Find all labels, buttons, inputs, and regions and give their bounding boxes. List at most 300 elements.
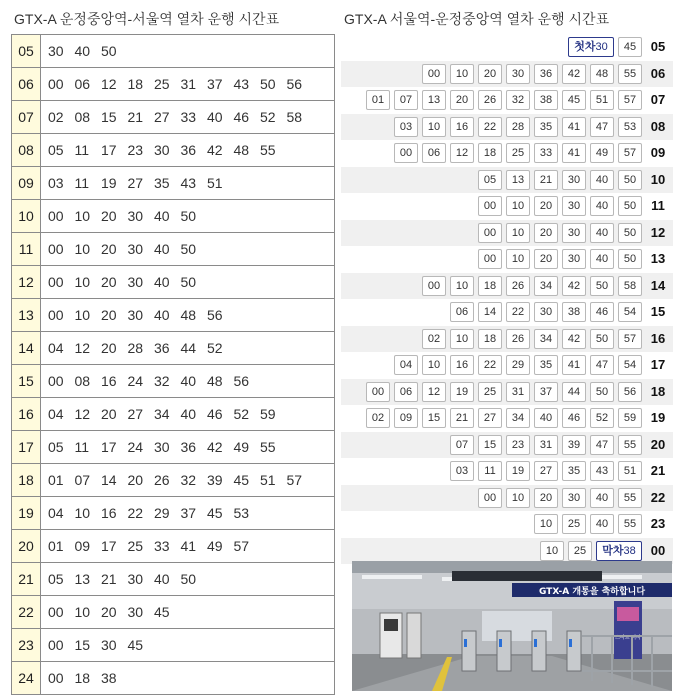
minutes-list [450,435,642,455]
departure-minute: 40 [154,571,170,587]
departure-minute: 25 [506,143,530,163]
departure-minute: 12 [422,382,446,402]
departure-minute: 40 [534,408,558,428]
departure-minute: 10 [540,541,564,561]
hour-label: 15 [650,304,666,319]
hour-label: 24 [12,662,41,694]
departure-minute: 40 [154,274,170,290]
departure-minute: 50 [618,223,642,243]
minutes-list [394,355,642,375]
departure-minute: 00 [48,76,64,92]
departure-minute: 07 [394,90,418,110]
departure-minute: 30 [562,196,586,216]
departure-minute: 30 [154,439,170,455]
departure-minute: 40 [154,307,170,323]
departure-minute: 10 [74,274,91,290]
departure-minute: 30 [562,249,586,269]
right-timetable-title: GTX-A 서울역-운정중앙역 열차 운행 시간표 [344,11,610,27]
minutes-list [48,134,287,166]
departure-minute: 35 [154,175,170,191]
departure-minute: 05 [478,170,502,190]
departure-minute: 56 [207,307,223,323]
departure-minute: 02 [48,109,64,125]
right-row-18 [341,379,673,406]
departure-minute: 13 [506,170,530,190]
departure-minute: 27 [478,408,502,428]
departure-minute: 30 [127,604,144,620]
departure-minute: 37 [207,76,223,92]
departure-minute: 40 [590,196,614,216]
right-row-12 [341,220,673,247]
departure-minute: 22 [478,117,502,137]
departure-minute: 30 [101,637,117,653]
hour-label: 22 [650,489,666,505]
departure-minute: 17 [101,142,117,158]
departure-minute: 14 [101,472,117,488]
departure-minute: 50 [590,382,614,402]
departure-minute: 15 [422,408,446,428]
departure-minute: 26 [478,90,502,110]
departure-minute: 16 [450,117,474,137]
departure-minute: 00 [478,196,502,216]
hour-label: 05 [650,39,666,54]
left-row-06 [12,68,334,101]
departure-minute: 57 [618,143,642,163]
departure-minute: 57 [618,90,642,110]
minutes-list [422,329,642,349]
departure-minute: 04 [48,406,64,422]
departure-minute: 20 [450,90,474,110]
departure-minute: 32 [180,472,197,488]
departure-minute: 32 [154,373,170,389]
departure-minute: 22 [478,355,502,375]
left-row-08 [12,134,334,167]
departure-minute: 36 [534,64,558,84]
departure-minute: 22 [506,302,530,322]
right-row-21 [341,458,673,485]
departure-minute: 40 [154,208,170,224]
hour-label: 10 [12,200,41,232]
minutes-list [394,143,642,163]
departure-minute: 10 [450,329,474,349]
departure-minute: 43 [233,76,250,92]
departure-minute: 59 [260,406,276,422]
departure-minute: 56 [286,76,303,92]
departure-minute: 25 [154,76,170,92]
departure-minute: 17 [101,538,117,554]
departure-minute: 18 [74,670,91,686]
departure-minute: 50 [618,170,642,190]
departure-minute: 40 [154,241,170,257]
hour-label: 06 [650,65,666,81]
minutes-list [478,488,642,508]
departure-minute: 12 [74,406,91,422]
departure-minute: 20 [127,472,144,488]
departure-minute: 31 [506,382,530,402]
departure-minute: 44 [562,382,586,402]
departure-minute: 13 [422,90,446,110]
departure-minute: 48 [207,373,223,389]
departure-minute: 57 [233,538,250,554]
hour-label: 21 [650,463,666,478]
right-row-15 [341,299,673,326]
left-row-09 [12,167,334,200]
minutes-list [48,332,234,364]
departure-minute: 41 [180,538,197,554]
departure-minute: 10 [534,514,558,534]
left-row-11 [12,233,334,266]
hour-label: 21 [12,563,41,595]
hour-label: 20 [650,436,666,452]
departure-minute: 03 [450,461,474,481]
departure-minute: 40 [180,373,197,389]
departure-minute: 25 [127,538,144,554]
departure-minute: 25 [568,541,592,561]
departure-minute: 17 [101,439,117,455]
minutes-list [48,662,128,694]
departure-minute: 55 [618,435,642,455]
departure-minute: 58 [286,109,303,125]
departure-minute: 16 [101,373,117,389]
departure-minute: 33 [154,538,170,554]
departure-minute: 30 [127,241,144,257]
celebration-sign: GTX-A 개통을 축하합니다 [538,587,646,597]
departure-minute: 41 [562,355,586,375]
departure-minute: 42 [207,142,223,158]
minutes-list [568,37,642,57]
hour-label: 09 [650,145,666,160]
departure-minute: 20 [101,274,117,290]
departure-minute: 00 [422,276,446,296]
minutes-list [394,117,642,137]
hour-label: 19 [12,497,41,529]
departure-minute: 09 [74,538,91,554]
departure-minute: 55 [260,142,276,158]
departure-minute: 13 [74,571,91,587]
departure-minute: 10 [450,276,474,296]
poster-text: 스마트 역사 [615,635,641,641]
departure-minute: 00 [422,64,446,84]
hour-label: 00 [650,542,666,558]
departure-minute: 18 [478,143,502,163]
departure-minute: 20 [101,340,117,356]
departure-minute: 38 [101,670,117,686]
departure-minute: 45 [618,37,642,57]
hour-label: 14 [650,277,666,293]
last-train-badge [596,541,642,561]
minutes-list [366,382,642,402]
departure-minute: 40 [207,109,223,125]
departure-minute: 27 [534,461,558,481]
hour-label: 10 [650,171,666,187]
departure-minute: 40 [74,43,91,59]
minutes-list [48,233,207,265]
departure-minute: 55 [618,488,642,508]
departure-minute: 00 [366,382,390,402]
left-row-21 [12,563,334,596]
departure-minute: 20 [478,64,502,84]
right-row-14 [341,273,673,300]
departure-minute: 30 [534,302,558,322]
departure-minute: 24 [127,439,144,455]
right-row-11 [341,193,673,220]
minutes-list [478,196,642,216]
departure-minute: 50 [590,276,614,296]
departure-minute: 46 [233,109,250,125]
departure-minute: 48 [590,64,614,84]
departure-minute: 14 [478,302,502,322]
first-train-label: 첫차 [574,41,596,53]
station-photo [352,561,672,691]
departure-minute: 00 [48,274,64,290]
departure-minute: 29 [506,355,530,375]
departure-minute: 40 [590,170,614,190]
departure-minute: 40 [590,223,614,243]
minutes-list [48,200,207,232]
hour-label: 18 [650,383,666,399]
left-row-15 [12,365,334,398]
hour-label: 12 [650,224,666,240]
departure-minute: 10 [506,249,530,269]
hour-label: 11 [651,198,665,213]
right-row-10 [341,167,673,194]
departure-minute: 04 [394,355,418,375]
left-row-10 [12,200,334,233]
minutes-list [366,90,642,110]
departure-minute: 30 [562,488,586,508]
departure-minute: 03 [394,117,418,137]
hour-label: 19 [650,410,666,425]
departure-minute: 30 [127,307,144,323]
departure-minute: 50 [590,329,614,349]
departure-minute: 52 [260,109,276,125]
minutes-list [48,398,287,430]
departure-minute: 30 [562,223,586,243]
minutes-list [48,563,207,595]
minutes-list [48,497,260,529]
departure-minute: 42 [562,64,586,84]
departure-minute: 45 [233,472,250,488]
departure-minute: 54 [618,355,642,375]
departure-minute: 37 [534,382,558,402]
right-row-13 [341,246,673,273]
departure-minute: 20 [534,249,558,269]
departure-minute: 00 [48,241,64,257]
departure-minute: 34 [534,329,558,349]
departure-minute: 00 [394,143,418,163]
left-row-17 [12,431,334,464]
hour-label: 05 [12,35,41,67]
departure-minute: 23 [127,142,144,158]
departure-minute: 05 [48,571,64,587]
right-row-20 [341,432,673,459]
departure-minute: 10 [506,488,530,508]
departure-minute: 23 [506,435,530,455]
departure-minute: 51 [260,472,276,488]
departure-minute: 45 [207,505,223,521]
departure-minute: 12 [450,143,474,163]
departure-minute: 56 [618,382,642,402]
departure-minute: 51 [207,175,223,191]
departure-minute: 00 [478,488,502,508]
right-row-23 [341,511,673,538]
left-row-14 [12,332,334,365]
departure-minute: 50 [618,249,642,269]
minutes-list [48,68,313,100]
departure-minute: 32 [506,90,530,110]
departure-minute: 19 [101,175,117,191]
right-row-06 [341,61,673,88]
departure-minute: 52 [207,340,223,356]
departure-minute: 10 [422,355,446,375]
departure-minute: 04 [48,505,64,521]
left-row-19 [12,497,334,530]
departure-minute: 00 [478,223,502,243]
departure-minute: 07 [74,472,91,488]
departure-minute: 10 [74,208,91,224]
departure-minute: 57 [286,472,303,488]
departure-minute: 38 [623,544,636,557]
departure-minute: 28 [506,117,530,137]
departure-minute: 34 [154,406,170,422]
departure-minute: 20 [101,604,117,620]
hour-label: 20 [12,530,41,562]
departure-minute: 48 [233,142,250,158]
departure-minute: 47 [590,355,614,375]
departure-minute: 10 [74,604,91,620]
minutes-list [48,596,181,628]
departure-minute: 33 [534,143,558,163]
minutes-list [48,299,234,331]
departure-minute: 21 [127,109,144,125]
departure-minute: 30 [127,274,144,290]
departure-minute: 26 [506,276,530,296]
minutes-list [478,170,642,190]
departure-minute: 58 [618,276,642,296]
departure-minute: 21 [101,571,117,587]
right-row-07 [341,87,673,114]
departure-minute: 47 [590,435,614,455]
minutes-list [422,64,642,84]
departure-minute: 46 [207,406,223,422]
right-row-22 [341,485,673,512]
departure-minute: 15 [101,109,117,125]
departure-minute: 05 [48,439,64,455]
first-train-badge [568,37,614,57]
departure-minute: 51 [618,461,642,481]
departure-minute: 01 [366,90,390,110]
departure-minute: 30 [595,41,608,53]
departure-minute: 43 [590,461,614,481]
departure-minute: 40 [180,406,197,422]
departure-minute: 01 [48,538,64,554]
departure-minute: 57 [618,329,642,349]
departure-minute: 56 [233,373,250,389]
departure-minute: 50 [180,208,197,224]
departure-minute: 26 [154,472,170,488]
right-row-16 [341,326,673,353]
departure-minute: 39 [562,435,586,455]
hour-label: 17 [12,431,41,463]
departure-minute: 06 [450,302,474,322]
departure-minute: 24 [127,373,144,389]
departure-minute: 51 [590,90,614,110]
hour-label: 14 [12,332,41,364]
hour-label: 23 [650,516,666,531]
hour-label: 07 [12,101,41,133]
departure-minute: 53 [618,117,642,137]
departure-minute: 49 [233,439,250,455]
departure-minute: 30 [154,142,170,158]
departure-minute: 35 [534,117,558,137]
departure-minute: 40 [590,514,614,534]
hour-label: 06 [12,68,41,100]
left-row-05 [12,35,334,68]
departure-minute: 04 [48,340,64,356]
departure-minute: 30 [48,43,64,59]
departure-minute: 49 [207,538,223,554]
last-train-label: 막차 [602,544,624,557]
departure-minute: 30 [562,170,586,190]
departure-minute: 00 [478,249,502,269]
minutes-list [478,249,642,269]
departure-minute: 20 [534,488,558,508]
left-row-20 [12,530,334,563]
departure-minute: 10 [450,64,474,84]
departure-minute: 31 [180,76,197,92]
departure-minute: 10 [506,223,530,243]
departure-minute: 10 [74,307,91,323]
departure-minute: 21 [534,170,558,190]
departure-minute: 50 [260,76,276,92]
hour-label: 11 [12,233,41,265]
departure-minute: 05 [48,142,64,158]
departure-minute: 27 [154,109,170,125]
departure-minute: 30 [506,64,530,84]
departure-minute: 10 [506,196,530,216]
departure-minute: 45 [562,90,586,110]
departure-minute: 07 [450,435,474,455]
minutes-list [450,461,642,481]
departure-minute: 08 [74,373,91,389]
right-row-17 [341,352,673,379]
left-row-12 [12,266,334,299]
departure-minute: 10 [422,117,446,137]
departure-minute: 09 [394,408,418,428]
minutes-list [48,530,260,562]
departure-minute: 20 [534,196,558,216]
departure-minute: 44 [180,340,197,356]
departure-minute: 36 [180,439,197,455]
minutes-list [478,223,642,243]
departure-minute: 11 [74,142,90,158]
departure-minute: 25 [478,382,502,402]
departure-minute: 10 [74,241,91,257]
departure-minute: 50 [180,571,197,587]
hour-label: 18 [12,464,41,496]
right-row-05 [341,34,673,61]
left-row-24 [12,662,334,695]
departure-minute: 54 [618,302,642,322]
departure-minute: 10 [74,505,91,521]
departure-minute: 33 [180,109,197,125]
minutes-list [48,266,207,298]
station-gates-illustration [352,561,672,691]
minutes-list [48,629,154,661]
hour-label: 13 [12,299,41,331]
minutes-list [48,431,287,463]
right-row-09 [341,140,673,167]
